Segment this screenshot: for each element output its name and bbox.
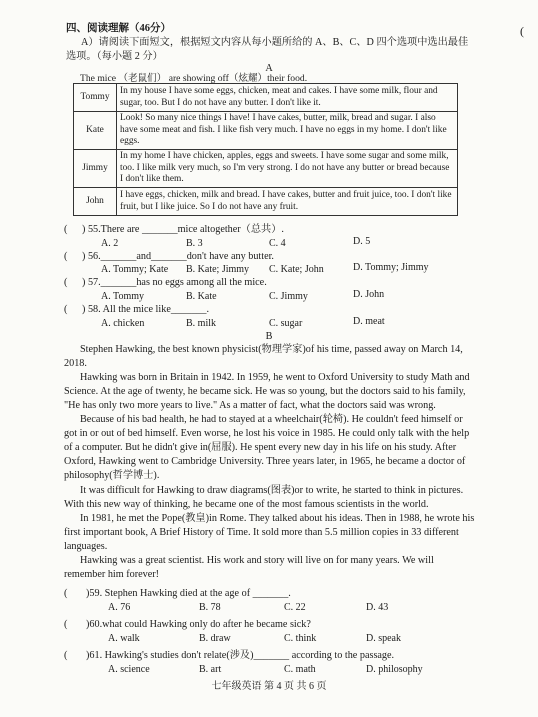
option-a: A. Tommy — [101, 291, 145, 302]
page-footer: 七年级英语 第 4 页 共 6 页 — [211, 681, 327, 692]
answer-paren: ( — [64, 588, 68, 599]
answer-paren: ( — [64, 224, 68, 235]
section-title: 四、阅读理解（46分） — [66, 23, 171, 34]
table-caption: The mice （老鼠们） are showing off（炫耀）their food. — [80, 73, 308, 84]
option-a: A. 76 — [108, 602, 131, 613]
question-stem: )61. Hawking's studies don't relate(涉及)_______ according to the passage. — [86, 650, 395, 661]
passage-line: languages. — [64, 541, 108, 552]
option-a: A. chicken — [101, 318, 145, 329]
option-a: A. science — [108, 664, 150, 675]
option-a: A. 2 — [101, 238, 119, 249]
row-name: Jimmy — [74, 150, 117, 188]
answer-paren: ( — [64, 277, 68, 288]
passage-line: Because of his bad health, he had to stayed at a wheelchair(轮椅). He couldn't feed himself or — [80, 414, 463, 425]
passage-line: Oxford, Hawking went to Cambridge University. Three years later, in 1965, he became a doctor of — [64, 456, 466, 467]
table-row — [74, 84, 458, 112]
answer-paren: ( — [64, 650, 68, 661]
passage-line: With this new way of thinking, he became one of the most famous scientists in the world. — [64, 499, 429, 510]
option-d: D. Tommy; Jimmy — [353, 262, 429, 273]
passage-line: "He has only two more years to live." As a matter of fact, what the doctors said was wrong. — [64, 400, 436, 411]
option-d: D. John — [353, 289, 385, 300]
option-c: C. Jimmy — [269, 291, 308, 302]
question-stem: ) 56._______and_______don't have any butter. — [82, 251, 274, 262]
passage-line: remember him forever! — [64, 569, 160, 580]
option-c: C. think — [284, 633, 317, 644]
question-stem: ) 58. All the mice like_______. — [82, 304, 210, 315]
passage-line: 2018. — [64, 358, 87, 369]
passage-line: Stephen Hawking, the best known physicist(物理学家)of his time, passed away on March 14, — [80, 344, 463, 355]
row-name: John — [74, 188, 117, 216]
row-name: Kate — [74, 112, 117, 150]
passage-line: In 1981, he met the Pope(教皇)in Rome. They talked about his ideas. Then in 1988, he wrote his — [80, 513, 475, 524]
mice-food-table — [73, 83, 458, 216]
option-d: D. speak — [366, 633, 401, 644]
option-b: B. 78 — [199, 602, 221, 613]
question-stem: ) 55.There are _______mice altogether（总共）. — [82, 224, 284, 235]
question-stem: )60.what could Hawking only do after he became sick? — [86, 619, 311, 630]
option-c: C. 22 — [284, 602, 306, 613]
option-b: B. 3 — [186, 238, 203, 249]
option-d: D. 5 — [353, 236, 371, 247]
passage-line: first important book, A Brief History of Time. It sold more than 5.5 million copies in 33 different — [64, 527, 459, 538]
passage-line: got in or out of bed himself. Even worse, he lost his voice in 1985. He could only talk with the help — [64, 428, 470, 439]
option-b: B. art — [199, 664, 222, 675]
passage-line: Hawking was born in Britain in 1942. In 1959, he went to Oxford University to study Math and — [80, 372, 470, 383]
option-a: A. Tommy; Kate — [101, 264, 169, 275]
instruction-line-1: A）请阅读下面短文，根据短文内容从每小题所给的 A、B、C、D 四个选项中选出最佳 — [81, 37, 469, 48]
question-stem: ) 57._______has no eggs among all the mice. — [82, 277, 267, 288]
option-c: C. Kate; John — [269, 264, 324, 275]
option-b: B. milk — [186, 318, 217, 329]
option-b: B. Kate; Jimmy — [186, 264, 250, 275]
answer-paren: ( — [64, 251, 68, 262]
passage-line: Hawking was a great scientist. His work and story will live on for many years. We will — [80, 555, 434, 566]
passage-b-label: B — [265, 331, 273, 342]
option-b: B. Kate — [186, 291, 217, 302]
option-c: C. 4 — [269, 238, 286, 249]
row-text: Look! So many nice things I have! I have cakes, butter, milk, bread and sugar. I also have some meat and fish. I like fish very much. I have no eggs in my home. I don't like eggs. — [117, 112, 458, 150]
row-text: In my home I have chicken, apples, eggs and sweets. I have some sugar and some milk, too. I like milk very much, so I'm very strong. I do not have any butter or bread because I don't like them. — [117, 150, 458, 188]
margin-paren: ( — [520, 24, 524, 38]
option-a: A. walk — [108, 633, 140, 644]
answer-paren: ( — [64, 619, 68, 630]
answer-paren: ( — [64, 304, 68, 315]
table-row — [74, 112, 458, 150]
table-row — [74, 188, 458, 216]
passage-line: Science. At the age of twenty, he became sick. He was so young, but the doctors said to his family, — [64, 386, 466, 397]
row-name: Tommy — [74, 84, 117, 112]
table-row — [74, 150, 458, 188]
row-text: In my house I have some eggs, chicken, meat and cakes. I have some milk, flour and sugar, too. But I do not have any butter. I don't like it. — [117, 84, 458, 112]
option-b: B. draw — [199, 633, 231, 644]
passage-line: philosophy(哲学博士). — [64, 470, 160, 481]
row-text: I have eggs, chicken, milk and bread. I have cakes, butter and fruit juice, too. I don't like fruit, but I like juice. So I do not have any fruit. — [117, 188, 458, 216]
option-d: D. meat — [353, 316, 385, 327]
option-c: C. sugar — [269, 318, 303, 329]
option-d: D. 43 — [366, 602, 389, 613]
passage-line: of a computer. But he didn't give in(屈服). He spent every new day in his life on his study. After — [64, 442, 457, 453]
instruction-line-2: 选项。（每小题 2 分） — [66, 51, 163, 62]
option-d: D. philosophy — [366, 664, 423, 675]
passage-a-label: A — [265, 63, 273, 74]
question-stem: )59. Stephen Hawking died at the age of _______. — [86, 588, 291, 599]
option-c: C. math — [284, 664, 316, 675]
passage-line: It was difficult for Hawking to draw diagrams(图表)or to write, he started to think in pictures. — [80, 485, 464, 496]
